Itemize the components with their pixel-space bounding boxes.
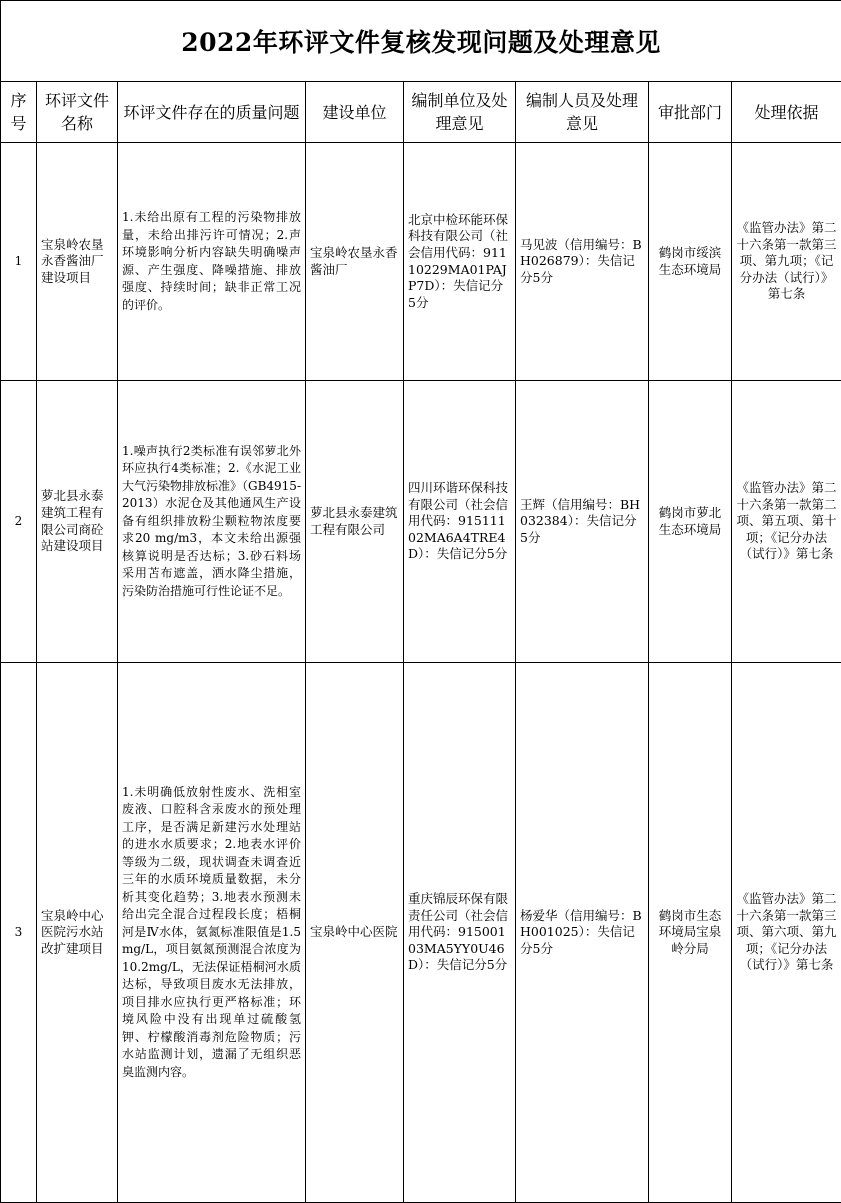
row-issues: 1.噪声执行2类标准有误邻萝北外环应执行4类标准；2.《水泥工业大气污染物排放标准》（GB4915-2013）水泥仓及其他通风生产设备有组织排放粉尘颗粒物浓度要求20 mg/m3，本文未给出源强核算说明是否达标；3.砂石料场采用苫布遮盖，洒水降尘措施，污染防治措施可行性论证不足。 (118, 381, 306, 663)
header-compiler: 编制单位及处理意见 (404, 82, 516, 143)
header-builder: 建设单位 (306, 82, 404, 143)
row-seq: 1 (1, 143, 37, 381)
table-row (1, 663, 841, 1203)
row-basis: 《监管办法》第二十六条第一款第二项、第五项、第十项；《记分办法（试行）》第七条 (732, 381, 841, 663)
row-compiler: 四川环谐环保科技有限公司（社会信用代码：91511102MA6A4TRE4D）：失信记分5分 (404, 381, 516, 663)
row-builder: 宝泉岭中心医院 (306, 663, 404, 1203)
header-issues: 环评文件存在的质量问题 (118, 82, 306, 143)
row-approver: 鹤岗市萝北生态环境局 (649, 381, 732, 663)
header-approver: 审批部门 (649, 82, 732, 143)
row-basis: 《监管办法》第二十六条第一款第三项、第九项；《记分办法（试行）》第七条 (732, 143, 841, 381)
table-row (1, 143, 841, 381)
row-approver: 鹤岗市绥滨生态环境局 (649, 143, 732, 381)
row-staff: 马见波（信用编号：BH026879）：失信记分5分 (516, 143, 649, 381)
row-compiler: 北京中检环能环保科技有限公司（社会信用代码：91110229MA01PAJP7D）：失信记分5分 (404, 143, 516, 381)
table-row (1, 381, 841, 663)
header-file-name: 环评文件名称 (37, 82, 118, 143)
row-seq: 3 (1, 663, 37, 1203)
row-file-name: 宝泉岭农垦永香酱油厂建设项目 (37, 143, 118, 381)
row-builder: 宝泉岭农垦永香酱油厂 (306, 143, 404, 381)
header-row (1, 82, 841, 143)
row-builder: 萝北县永泰建筑工程有限公司 (306, 381, 404, 663)
row-seq: 2 (1, 381, 37, 663)
row-issues: 1.未明确低放射性废水、洗相室废液、口腔科含汞废水的预处理工序，是否满足新建污水处理站的进水水质要求；2.地表水评价等级为二级，现状调查未调查近三年的水质环境质量数据，未分析其变化趋势；3.地表水预测未给出完全混合过程段长度；梧桐河是Ⅳ水体，氨氮标准限值是1.5mg/L，项目氨氮预测混合浓度为10.2mg/L，无法保证梧桐河水质达标，导致项目废水无法排放，项目排水应执行更严格标准；环境风险中没有出现单过硫酸氢钾、柠檬酸消毒剂危险物质；污水站监测计划，遗漏了无组织恶臭监测内容。 (118, 663, 306, 1203)
title-row (1, 1, 841, 82)
header-seq: 序号 (1, 82, 37, 143)
row-staff: 杨爱华（信用编号：BH001025）：失信记分5分 (516, 663, 649, 1203)
row-approver: 鹤岗市生态环境局宝泉岭分局 (649, 663, 732, 1203)
header-staff: 编制人员及处理意见 (516, 82, 649, 143)
row-file-name: 宝泉岭中心医院污水站改扩建项目 (37, 663, 118, 1203)
row-basis: 《监管办法》第二十六条第一款第三项、第六项、第九项；《记分办法（试行）》第七条 (732, 663, 841, 1203)
row-staff: 王辉（信用编号：BH032384）：失信记分5分 (516, 381, 649, 663)
header-basis: 处理依据 (732, 82, 841, 143)
row-file-name: 萝北县永泰建筑工程有限公司商砼站建设项目 (37, 381, 118, 663)
row-issues: 1.未给出原有工程的污染物排放量，未给出排污许可情况；2.声环境影响分析内容缺失明确噪声源、产生强度、降噪措施、排放强度、持续时间；缺非正常工况的评价。 (118, 143, 306, 381)
row-compiler: 重庆锦辰环保有限责任公司（社会信用代码：91500103MA5YY0U46D）：失信记分5分 (404, 663, 516, 1203)
page-title: 2022年环评文件复核发现问题及处理意见 (1, 1, 841, 82)
